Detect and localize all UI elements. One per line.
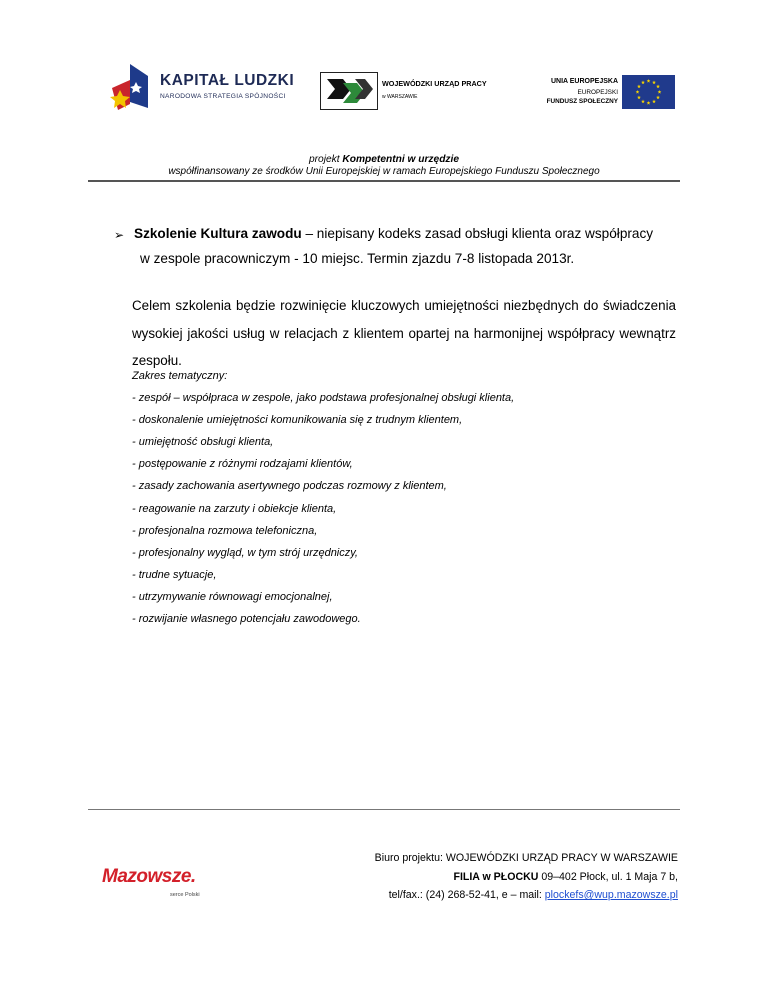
topic-item: - rozwijanie własnego potencjału zawodowego. [132,613,361,625]
wup-arrows-icon [321,73,377,109]
topic-item: - doskonalenie umiejętności komunikowania się z trudnym klientem, [132,414,463,427]
eu-star-icon [641,80,645,84]
footer-address-line [453,871,678,883]
description-line-1: Celem szkolenia będzie rozwinięcie kluczowych umiejętności niezbędnych do świadczenia [132,298,676,313]
eu-star-icon [647,79,651,83]
project-name-line [0,154,768,165]
footer-divider [88,809,680,810]
description-line-2: wysokiej jakości usług w relacjach z klientem opartej na harmonijnej współpracy wewnątrz [132,325,676,341]
eu-star-icon [637,96,641,100]
topic-item: - postępowanie z różnymi rodzajami klientów, [132,458,353,471]
topic-item: - zespół – współpraca w zespole, jako podstawa profesjonalnej obsługi klienta, [132,392,515,404]
topics-title: Zakres tematyczny: [132,370,228,382]
eu-star-icon [637,85,641,89]
eu-line1: UNIA EUROPEJSKA [550,78,618,85]
kapital-ludzki-emblem-icon [108,62,156,114]
project-name: Kompetentni w urzędzie [342,154,460,165]
project-funding-line: współfinansowany ze środków Unii Europejskiej w ramach Europejskiego Funduszu Społecznego [168,166,600,177]
eu-star-icon [652,80,656,84]
eu-star-icon [641,100,645,104]
footer-contact-line [389,889,678,901]
training-details: w zespole pracowniczym - 10 miejsc. Termin zjazdu 7-8 listopada 2013r. [140,251,575,266]
eu-line3: FUNDUSZ SPOŁECZNY [546,98,618,105]
eu-star-icon [636,90,640,94]
wup-emblem [320,72,378,110]
training-description [132,292,676,375]
training-subtitle: – niepisany kodeks zasad obsługi klienta oraz współpracy [301,226,654,241]
eu-flag-icon [622,75,675,109]
footer-office-line: Biuro projektu: WOJEWÓDZKI URZĄD PRACY W WARSZAWIE [374,852,678,864]
wup-subtitle: w WARSZAWIE [382,94,418,100]
eu-logo [536,74,678,110]
description-line-3: zespołu. [132,353,182,368]
header-divider [88,180,680,182]
training-title: Szkolenie Kultura zawodu [134,226,302,241]
eu-star-icon [652,100,656,104]
topic-item: - umiejętność obsługi klienta, [132,436,274,449]
kapital-ludzki-title: KAPITAŁ LUDZKI [160,72,295,89]
project-prefix: projekt [308,154,343,165]
eu-star-icon [647,101,651,105]
eu-star-icon [658,90,662,94]
eu-line2: EUROPEJSKI [577,89,618,96]
topic-item: - zasady zachowania asertywnego podczas rozmowy z klientem, [132,480,447,493]
topic-item: - reagowanie na zarzuty i obiekcje klienta, [132,502,337,515]
kapital-ludzki-logo [108,62,293,114]
topic-item: - profesjonalny wygląd, w tym strój urzędniczy, [132,546,358,559]
topic-item: - trudne sytuacje, [132,568,217,581]
wup-logo [320,72,487,112]
wup-title: WOJEWÓDZKI URZĄD PRACY [382,79,487,88]
mazowsze-logo [102,866,212,906]
kapital-ludzki-subtitle: NARODOWA STRATEGIA SPÓJNOŚCI [160,93,286,100]
footer-phone: tel/fax.: (24) 268-52-41, e – mail: [388,889,545,901]
footer-email-link[interactable]: plockefs@wup.mazowsze.pl [544,889,678,901]
bullet-arrow-icon: ➢ [114,228,125,242]
eu-star-icon [656,96,660,100]
footer-address: 09–402 Płock, ul. 1 Maja 7 b, [538,871,678,883]
training-heading [134,226,653,241]
eu-star-icon [656,85,660,89]
topic-item: - utrzymywanie równowagi emocjonalnej, [132,590,333,603]
topic-item: - profesjonalna rozmowa telefoniczna, [132,524,318,537]
footer-branch: FILIA w PŁOCKU [453,871,539,883]
mazowsze-tagline: serce Polski [170,892,200,898]
mazowsze-name: Mazowsze. [102,866,196,887]
